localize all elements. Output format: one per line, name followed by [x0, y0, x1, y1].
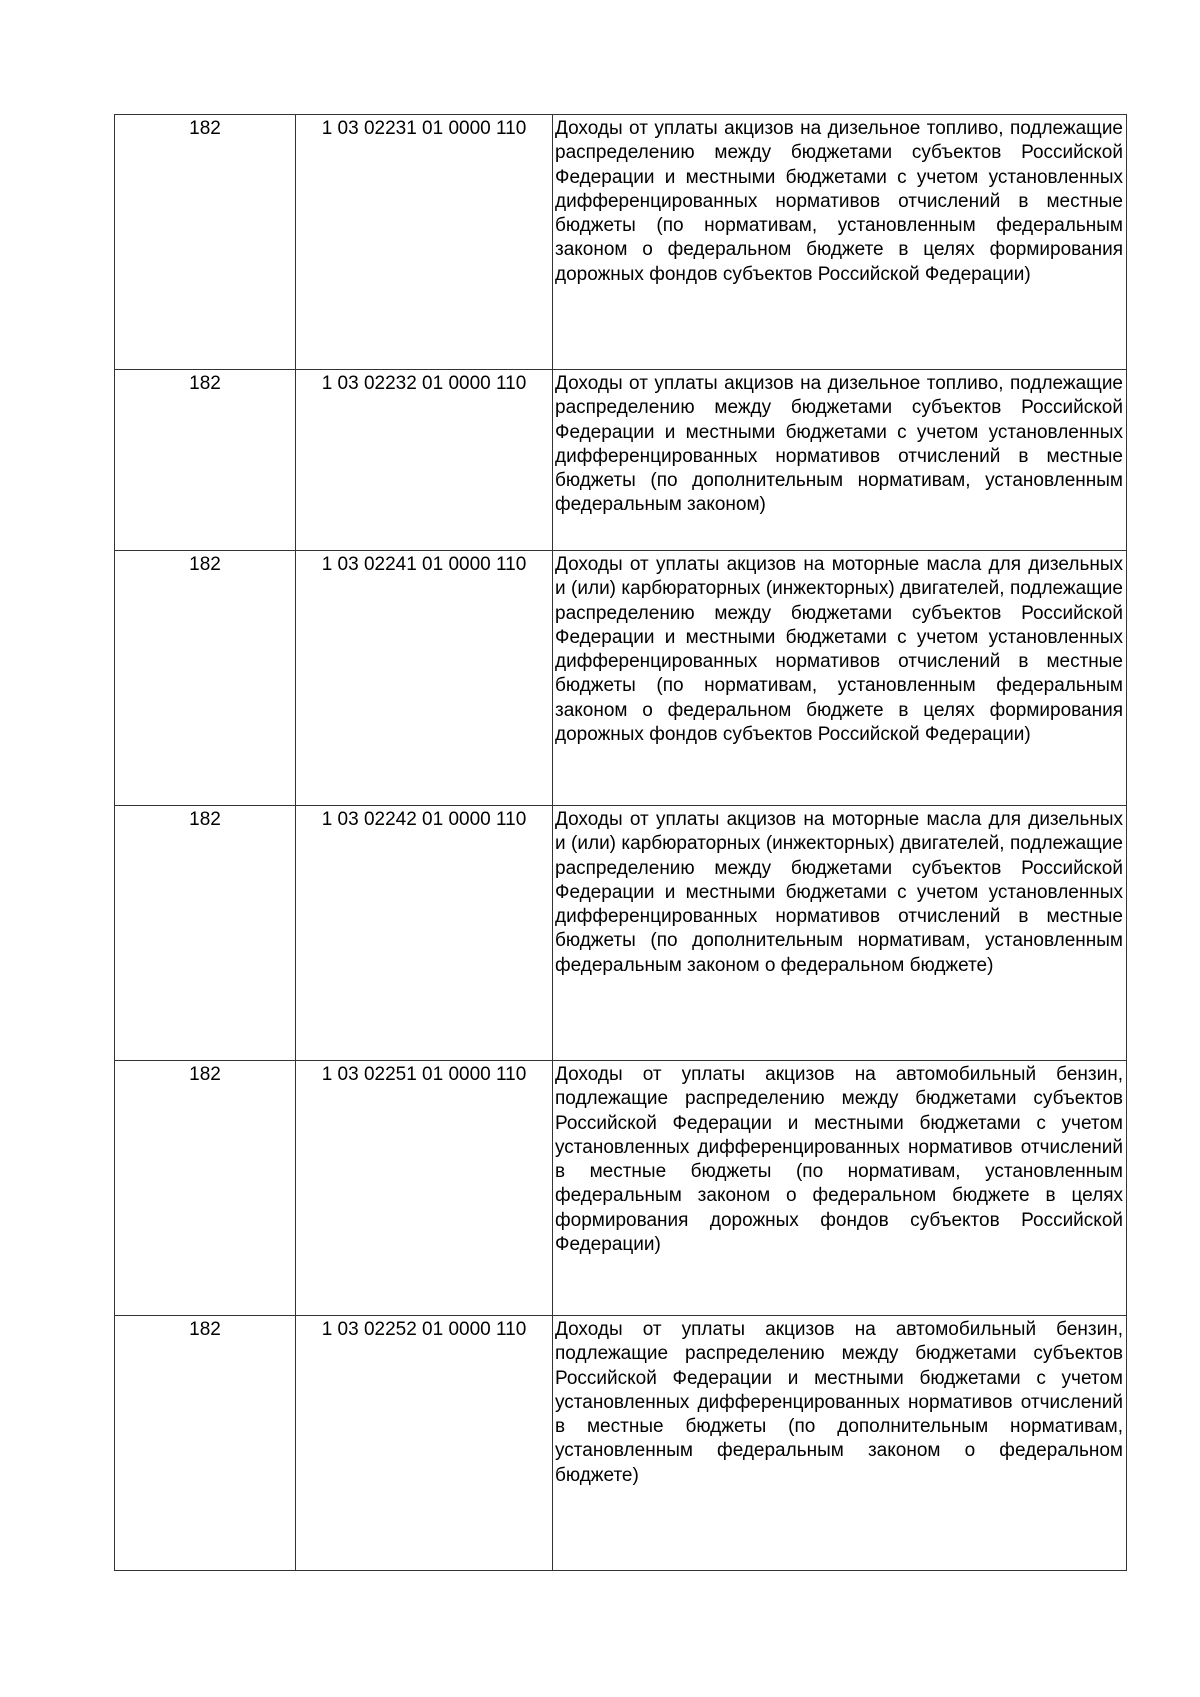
admin-code-cell: 182: [115, 551, 296, 806]
table-row: [115, 1061, 1127, 1316]
revenue-name-cell: Доходы от уплаты акцизов на автомобильный бензин, подлежащие распределению между бюджетами субъектов Российской Федерации и местными бюджетами с учетом установленных дифференцированных нормативов отчислений в местные бюджеты (по нормативам, установленным федеральным законом о федеральном бюджете в целях формирования дорожных фондов субъектов Российской Федерации): [553, 1061, 1127, 1316]
budget-classification-code-cell: 1 03 02252 01 0000 110: [296, 1316, 553, 1571]
revenue-name-cell: Доходы от уплаты акцизов на моторные масла для дизельных и (или) карбюраторных (инжекторных) двигателей, подлежащие распределению между бюджетами субъектов Российской Федерации и местными бюджетами с учетом установленных дифференцированных нормативов отчислений в местные бюджеты (по дополнительным нормативам, установленным федеральным законом о федеральном бюджете): [553, 806, 1127, 1061]
revenue-name-cell: Доходы от уплаты акцизов на дизельное топливо, подлежащие распределению между бюджетами субъектов Российской Федерации и местными бюджетами с учетом установленных дифференцированных нормативов отчислений в местные бюджеты (по дополнительным нормативам, установленным федеральным законом): [553, 370, 1127, 551]
budget-classification-code-cell: 1 03 02251 01 0000 110: [296, 1061, 553, 1316]
admin-code-cell: 182: [115, 806, 296, 1061]
admin-code-cell: 182: [115, 1061, 296, 1316]
admin-code-cell: 182: [115, 1316, 296, 1571]
table-row: [115, 115, 1127, 370]
budget-classification-code-cell: 1 03 02231 01 0000 110: [296, 115, 553, 370]
revenue-code-table: [114, 114, 1127, 1571]
table-row: [115, 370, 1127, 551]
revenue-name-cell: Доходы от уплаты акцизов на автомобильный бензин, подлежащие распределению между бюджетами субъектов Российской Федерации и местными бюджетами с учетом установленных дифференцированных нормативов отчислений в местные бюджеты (по дополнительным нормативам, установленным федеральным законом о федеральном бюджете): [553, 1316, 1127, 1571]
table-row: [115, 806, 1127, 1061]
budget-classification-code-cell: 1 03 02241 01 0000 110: [296, 551, 553, 806]
revenue-name-cell: Доходы от уплаты акцизов на моторные масла для дизельных и (или) карбюраторных (инжекторных) двигателей, подлежащие распределению между бюджетами субъектов Российской Федерации и местными бюджетами с учетом установленных дифференцированных нормативов отчислений в местные бюджеты (по нормативам, установленным федеральным законом о федеральном бюджете в целях формирования дорожных фондов субъектов Российской Федерации): [553, 551, 1127, 806]
budget-classification-code-cell: 1 03 02242 01 0000 110: [296, 806, 553, 1061]
table-row: [115, 551, 1127, 806]
budget-classification-code-cell: 1 03 02232 01 0000 110: [296, 370, 553, 551]
admin-code-cell: 182: [115, 370, 296, 551]
revenue-name-cell: Доходы от уплаты акцизов на дизельное топливо, подлежащие распределению между бюджетами субъектов Российской Федерации и местными бюджетами с учетом установленных дифференцированных нормативов отчислений в местные бюджеты (по нормативам, установленным федеральным законом о федеральном бюджете в целях формирования дорожных фондов субъектов Российской Федерации): [553, 115, 1127, 370]
admin-code-cell: 182: [115, 115, 296, 370]
table-row: [115, 1316, 1127, 1571]
